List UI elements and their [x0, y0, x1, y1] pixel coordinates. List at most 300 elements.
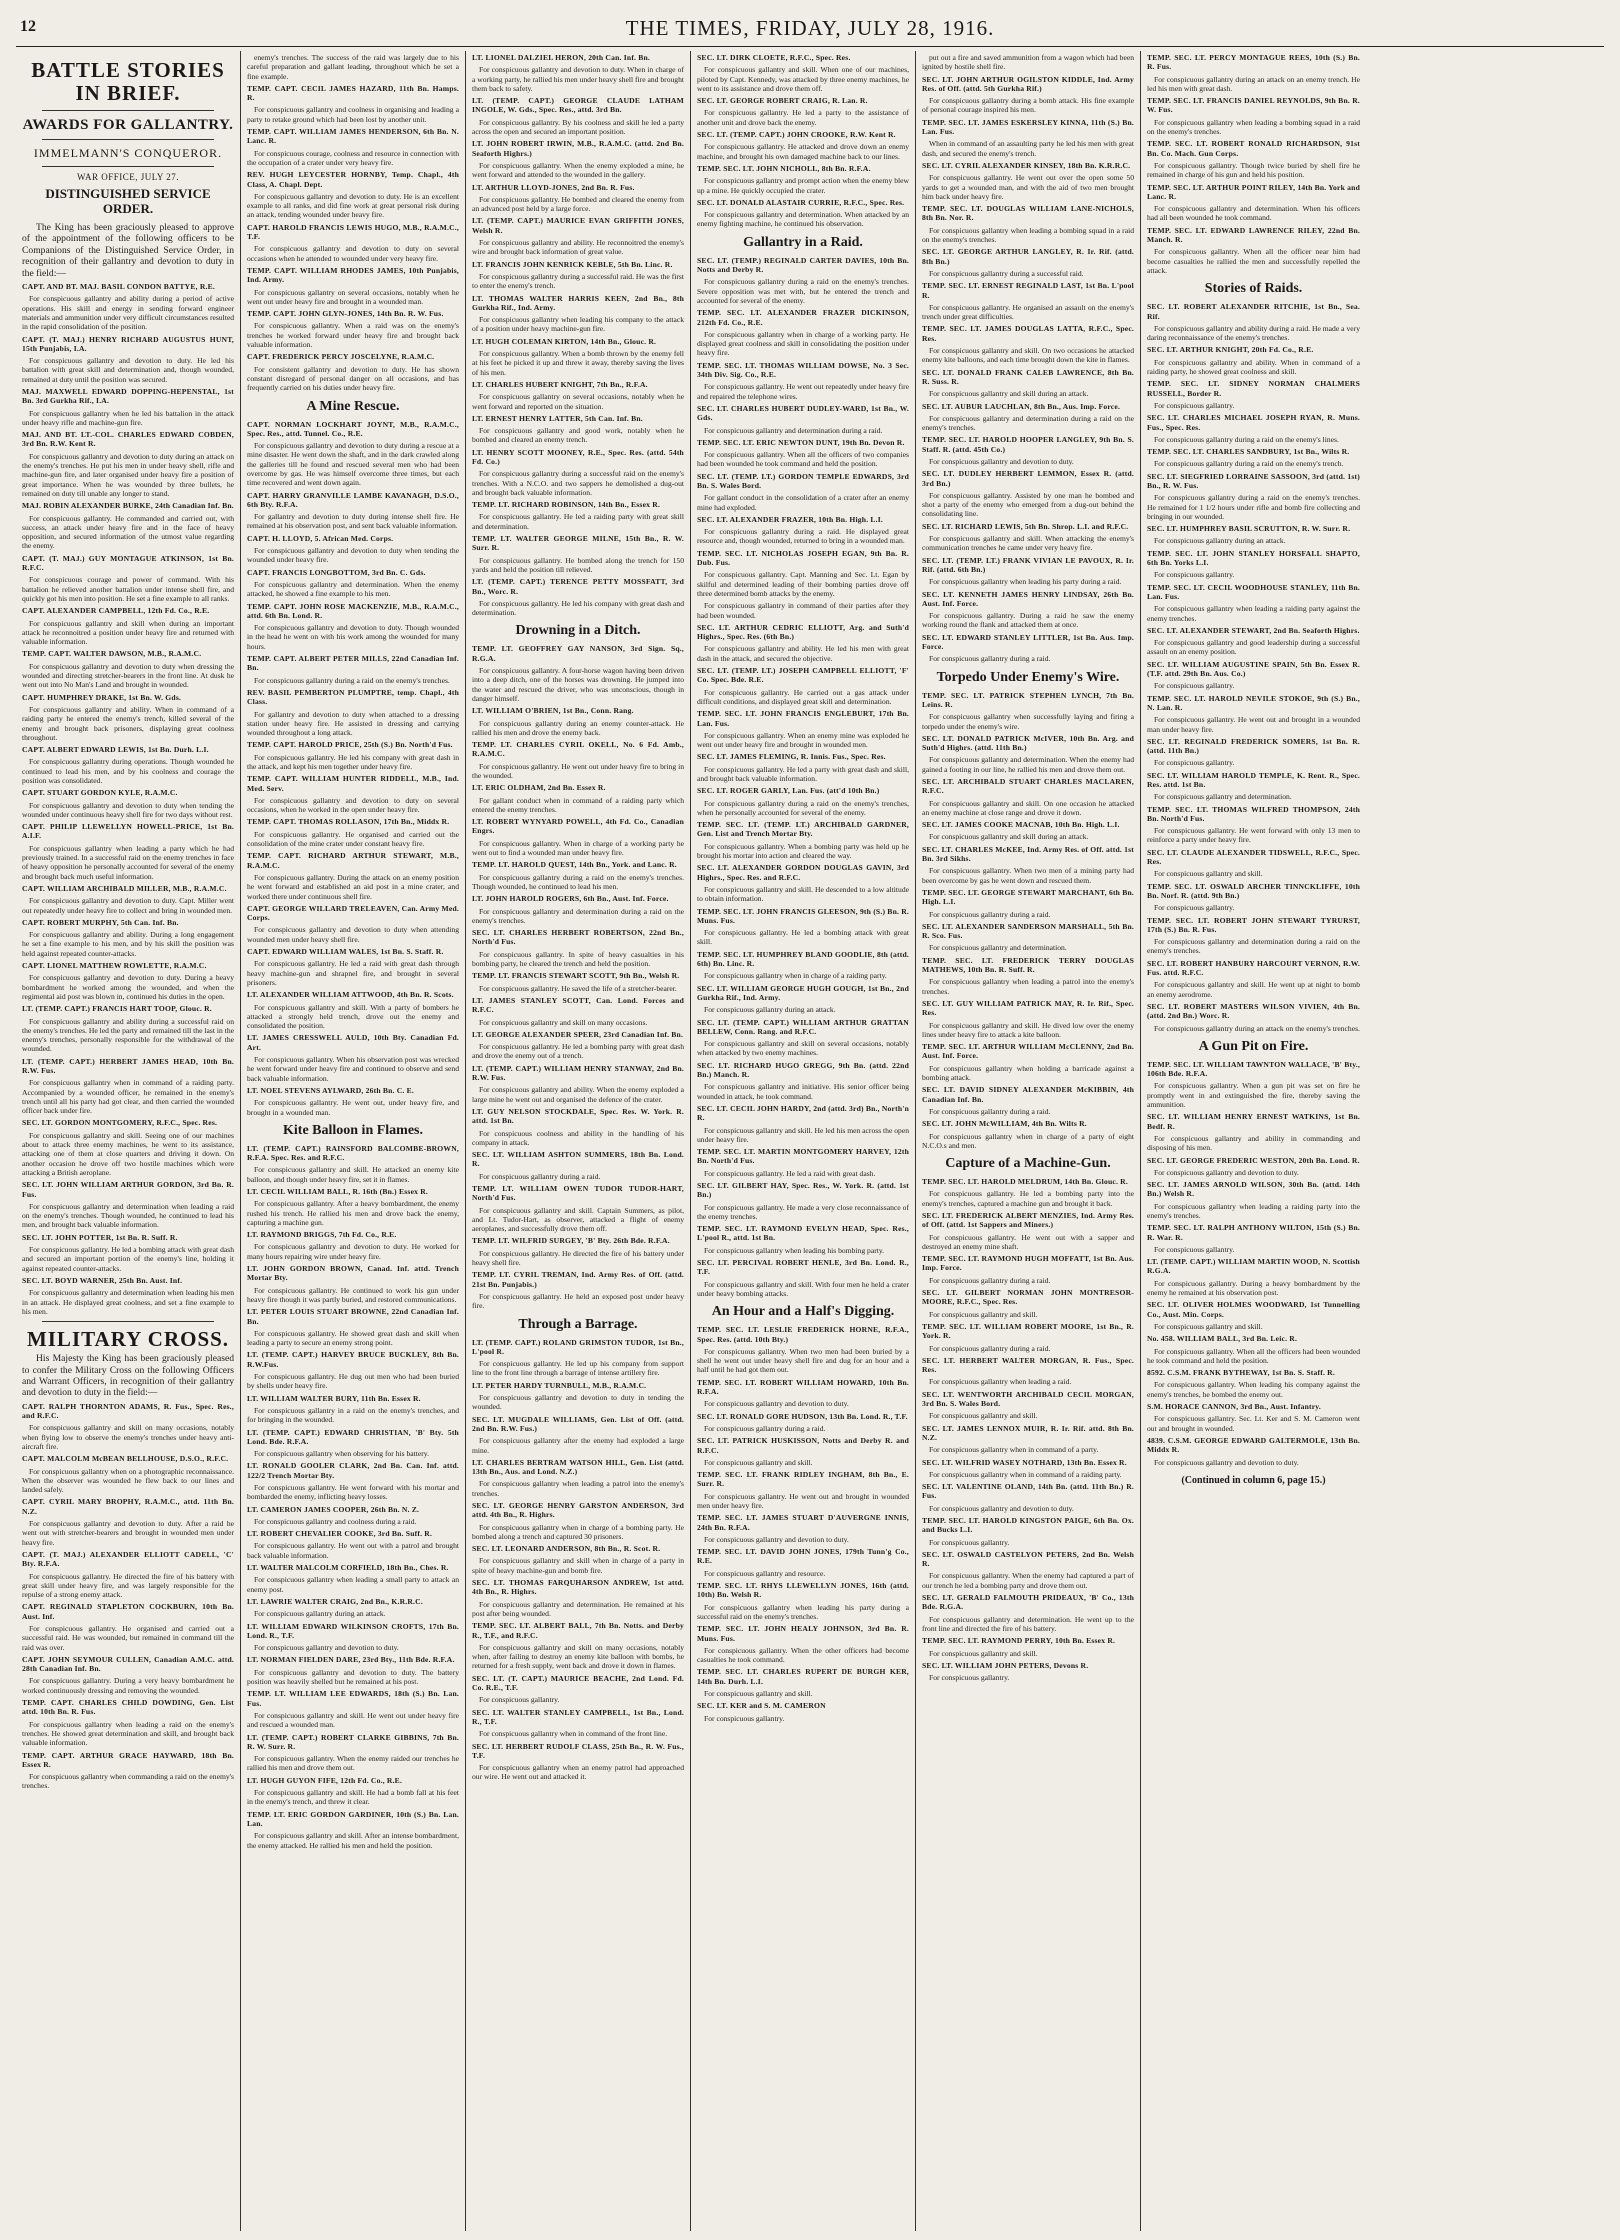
citation-text: For conspicuous gallantry during a raid.: [929, 1343, 1051, 1353]
citation-name: [922, 469, 1134, 488]
citation-name: [247, 1394, 459, 1403]
citation-name-text: TEMP. SEC. LT. ALEXANDER FRAZER DICKINSON, 212th Fd. Co., R.E.: [697, 308, 909, 327]
citation-name-text: TEMP. SEC. LT. ARTHUR POINT RILEY, 14th Bn. York and Lanc. R.: [1147, 182, 1360, 201]
citation-name-text: TEMP. SEC. LT. JAMES STUART D'AUVERGNE INNIS, 24th Bn. R.F.A.: [697, 1513, 909, 1532]
citation-name: [697, 1258, 909, 1277]
citation-name-text: SEC. LT. BOYD WARNER, 25th Bn. Aust. Inf.: [22, 1275, 183, 1285]
citation-text: For conspicuous gallantry when leading a patrol into the enemy's trenches.: [472, 1479, 684, 1498]
column-6: [1141, 51, 1366, 2231]
citation-text: For conspicuous gallantry and resource.: [704, 1568, 826, 1578]
citation-name-text: TEMP. SEC. LT. RALPH ANTHONY WILTON, 15th (S.) Bn. R. War. R.: [1147, 1223, 1360, 1242]
citation-name: [922, 691, 1134, 710]
citation-name-text: SEC. LT. CHARLES HUBERT DUDLEY-WARD, 1st Bn., W. Gds.: [697, 403, 909, 423]
citation-text: For conspicuous gallantry. He led his company with great dash and determination.: [472, 598, 684, 618]
citation-text: For conspicuous gallantry. When the other officers had become casualties he took command.: [697, 1645, 909, 1665]
citation-name-text: LT. ROBERT CHEVALIER COOKE, 3rd Bn. Suff. R.: [247, 1529, 433, 1539]
citation-name: [472, 1381, 684, 1390]
citation-name-text: CAPT. RALPH THORNTON ADAMS, R. Fus., Spec. Res., and R.F.C.: [22, 1401, 234, 1421]
citation-text: For conspicuous gallantry. Sec. Lt. Ker and S. M. Cameron went out and brought in wounded.: [1147, 1414, 1360, 1433]
citation-text: For conspicuous gallantry and ability. When in command of a raiding party he entered the enemy's trench, killed several of the enemy and brought back prisoners, displaying great coolness throughout.: [22, 704, 234, 742]
citation-name: [22, 1655, 234, 1674]
citation-name-text: TEMP. SEC. LT. ROBERT WILLIAM HOWARD, 10th Bn. R.F.A.: [697, 1377, 909, 1397]
citation-name-text: TEMP. SEC. LT. JOHN FRANCIS GLEESON, 9th (S.) Bn. R. Muns. Fus.: [697, 906, 909, 925]
citation-name: [247, 851, 459, 870]
citation-text: For conspicuous gallantry when an enemy patrol had approached our wire. He went out and attacked it.: [472, 1763, 684, 1782]
citation-name-text: TEMP. SEC. LT. HAROLD KINGSTON PAIGE, 6th Bn. Ox. and Bucks L.I.: [922, 1516, 1134, 1535]
citation-text: For conspicuous gallantry and devotion to duty.: [254, 1643, 399, 1653]
citation-name: [922, 845, 1134, 864]
citation-text: For conspicuous gallantry and devotion to duty.: [1154, 1457, 1299, 1467]
citation-name: [22, 745, 234, 754]
citation-text: For conspicuous gallantry.: [1154, 1244, 1235, 1254]
divider: [42, 1321, 214, 1322]
citation-text: For conspicuous gallantry. Though twice buried by shell fire he remained in charge of his gun and held his position.: [1147, 160, 1360, 180]
citation-text: For conspicuous gallantry during a raid.: [929, 909, 1051, 919]
citation-name-text: SEC. LT. (TEMP. CAPT.) JOHN CROOKE, R.W. Kent R.: [697, 130, 896, 140]
citation-text: For conspicuous gallantry. When the enemy had captured a part of our trench he led a bombing party and drove them out.: [922, 1571, 1134, 1590]
citation-name-text: LT. WILLIAM EDWARD WILKINSON CROFTS, 17th Bn. Lond. R., T.F.: [247, 1621, 459, 1640]
citation-text: For conspicuous gallantry.: [1154, 570, 1235, 580]
citation-name: [922, 1288, 1134, 1307]
citation-name-text: LT. CECIL WILLIAM BALL, R. 16th (Bn.) Essex R.: [247, 1186, 429, 1196]
intro-paragraph: The King has been graciously pleased to approve of the appointment of the following officers to be Companions of the Distinguished Service Order, in recognition of their gallantry and devotion to duty in the field:—: [22, 222, 234, 279]
citation-name: [22, 501, 234, 510]
citation-text: For conspicuous gallantry. He led his company with great dash in the attack, and kept his men together under heavy fire.: [247, 752, 459, 771]
citation-name-text: SEC. LT. JOHN POTTER, 1st Bn. R. Suff. R.: [22, 1232, 178, 1242]
citation-name-text: LT. (TEMP. CAPT.) MAURICE EVAN GRIFFITH JONES, Welsh R.: [472, 216, 684, 235]
citation-text: For conspicuous gallantry and skill during an attack.: [929, 389, 1089, 399]
citation-name: [472, 1544, 684, 1553]
citation-name: [472, 1621, 684, 1640]
citation-name-text: TEMP. SEC. LT. EDWARD LAWRENCE RILEY, 22nd Bn. Manch. R.: [1147, 225, 1360, 245]
citation-name: [697, 53, 909, 62]
citation-name: [922, 1593, 1134, 1612]
citation-name-text: LT. GUY NELSON STOCKDALE, Spec. Res. W. York. R. attd. 1st Bn.: [472, 1106, 684, 1126]
citation-text: For conspicuous gallantry when leading a bombing squad in a raid on the enemy's trenches.: [1147, 117, 1360, 137]
citation-name-text: SEC. LT. WILLIAM HAROLD TEMPLE, K. Rent. R., Spec. Res. attd. 1st Bn.: [1147, 770, 1360, 789]
citation-text: For conspicuous gallantry and devotion to duty. He led his battalion with great skill and determination and, though wounded, remained at duty until the position was secured.: [22, 356, 234, 384]
citation-name: [472, 706, 684, 715]
citation-name: [472, 1064, 684, 1083]
citation-name: [922, 1042, 1134, 1061]
citation-text: For conspicuous gallantry and devotion to duty when attending wounded men under heavy shell fire.: [247, 925, 459, 944]
citation-name: [697, 1224, 909, 1243]
citation-name-text: TEMP. SEC. LT. RAYMOND PERRY, 10th Bn. Essex R.: [922, 1636, 1116, 1646]
citation-text: For conspicuous gallantry when leading a patrol into the enemy's trenches.: [922, 977, 1134, 996]
citation-name-text: SEC. LT. (TEMP. LT.) GORDON TEMPLE EDWARDS, 3rd Bn. S. Wales Bord.: [697, 471, 909, 490]
citation-name: [1147, 959, 1360, 978]
citation-name: [22, 1751, 234, 1770]
citation-name-text: SEC. LT. WILFRID WASEY NOTHARD, 13th Bn. Essex R.: [922, 1457, 1127, 1467]
citation-name-text: SEC. LT. THOMAS FARQUHARSON ANDREW, 1st attd. 4th Bn., R. Highrs.: [472, 1578, 684, 1597]
citation-name: [697, 786, 909, 795]
citation-text: For conspicuous gallantry and ability. When the enemy exploded a large mine he went out and organised the defence of the crater.: [472, 1085, 684, 1104]
citation-list: [472, 1338, 684, 1782]
citation-name-text: SEC. LT. JAMES COOKE MACNAB, 10th Bn. High. L.I.: [922, 820, 1120, 830]
citation-name-text: SEC. LT. CYRIL ALEXANDER KINSEY, 18th Bn. K.R.R.C.: [922, 160, 1131, 170]
citation-name: [1147, 916, 1360, 935]
citation-name-text: LT. ALEXANDER WILLIAM ATTWOOD, 4th Bn. R. Scots.: [247, 990, 454, 1000]
section-heading: A Mine Rescue.: [306, 398, 400, 414]
divider: [42, 166, 214, 167]
citation-name: [247, 688, 459, 707]
citation-name-text: CAPT. GEORGE WILLARD TRELEAVEN, Can. Army Med. Corps.: [247, 903, 459, 923]
citation-list: [247, 420, 459, 1117]
citation-text: For conspicuous gallantry. When a bombing party was held up he brought his mortar into action and cleared the way.: [697, 841, 909, 861]
citation-text: For gallant conduct when in command of a raiding party which entered the enemy trenches.: [472, 795, 684, 814]
citation-name-text: REV. BASIL PEMBERTON PLUMPTRE, temp. Chapl., 4th Class.: [247, 687, 459, 707]
citation-name: [697, 96, 909, 105]
intro-paragraph: His Majesty the King has been graciously pleased to confer the Military Cross on the following Officers and Warrant Officers, in recognition of their gallantry and devotion to duty in the field:—: [22, 1353, 234, 1399]
citation-text: For conspicuous gallantry. When his observation post was wrecked he went forward under heavy fire and continued to observe and send back valuable information.: [247, 1055, 459, 1083]
citation-name-text: SEC. LT. GUY WILLIAM PATRICK MAY, R. Ir. Rif., Spec. Res.: [922, 998, 1134, 1018]
citation-text: For conspicuous gallantry. He led a bombing party with great dash and drove the enemy out of a trench.: [472, 1042, 684, 1061]
citation-name: [22, 606, 234, 615]
section-heading: Gallantry in a Raid.: [743, 234, 863, 250]
citation-name-text: SEC. LT. ROBERT HANBURY HARCOURT VERNON, R.W. Fus. attd. R.F.C.: [1147, 958, 1360, 978]
citation-name: [247, 127, 459, 146]
citation-name: [22, 961, 234, 970]
citation-text: For conspicuous gallantry. He led a raid with great dash through heavy machine-gun and shrapnel fire, and brought in several prisoners.: [247, 959, 459, 987]
citation-text: For conspicuous gallantry. He went out with a patrol and brought back valuable information.: [247, 1541, 459, 1560]
citation-text: For conspicuous gallantry. He commanded and carried out, with success, an attack under heavy fire and in the face of heavy opposition, and secured information of the utmost value regarding the enemy.: [22, 513, 234, 551]
citation-name: [922, 1085, 1134, 1104]
citation-text: For conspicuous gallantry and prompt action when the enemy blew up a mine. He quickly occupied the crater.: [697, 176, 909, 195]
citation-text: For conspicuous gallantry and determination. He remained at his post after being wounded.: [472, 1599, 684, 1618]
citation-text: For conspicuous gallantry when in command of a party.: [929, 1445, 1099, 1455]
citation-name: [247, 1689, 459, 1708]
citation-text: For conspicuous gallantry on several occasions, notably when he went forward and reported on the situation.: [472, 392, 684, 411]
citation-text: For conspicuous gallantry. During a raid he saw the enemy working round the flank and attacked them at once.: [922, 611, 1134, 630]
citation-name: [1147, 1368, 1360, 1377]
citation-name: [922, 820, 1134, 829]
citation-name-text: TEMP. SEC. LT. JAMES DOUGLAS LATTA, R.F.C., Spec. Res.: [922, 324, 1134, 343]
citation-name-text: SEC. LT. SIEGFRIED LORRAINE SASSOON, 3rd (attd. 1st) Bn., R. W. Fus.: [1147, 471, 1360, 490]
citation-text: For conspicuous gallantry and devotion to duty when tending the wounded under heavy fire.: [247, 546, 459, 565]
citation-text: For conspicuous gallantry during a raid on the enemy's trench.: [1154, 459, 1344, 469]
citation-name: [247, 1187, 459, 1196]
citation-name: [22, 884, 234, 893]
citation-name-text: SEC. LT. DAVID SIDNEY ALEXANDER McKIBBIN, 4th Canadian Inf. Bn.: [922, 1085, 1134, 1104]
citation-name: [1147, 1002, 1360, 1021]
citation-name-text: LT. (TEMP. CAPT.) TERENCE PETTY MOSSFATT, 3rd Bn., Worc. R.: [472, 577, 684, 596]
citation-text: put out a fire and saved ammunition from a wagon which had been ignited by hostile shell fire.: [922, 53, 1134, 72]
citation-name: [472, 337, 684, 346]
citation-text: For conspicuous gallantry and skill. He dived low over the enemy lines under heavy fire to attack a kite balloon.: [922, 1020, 1134, 1039]
citation-name-text: SEC. LT. CECIL JOHN HARDY, 2nd (attd. 3rd) Bn., North'n R.: [697, 1103, 909, 1123]
citation-name-text: TEMP. SEC. LT. NICHOLAS JOSEPH EGAN, 9th Bn. R. Dub. Fus.: [697, 548, 909, 568]
citation-name: [922, 1119, 1134, 1128]
citation-text: For conspicuous gallantry when in command of a raiding party.: [929, 1469, 1122, 1479]
citation-text: For conspicuous gallantry when leading his party during a raid.: [929, 577, 1122, 587]
citation-text: For conspicuous gallantry during a bomb attack. His fine example of personal courage inspired his men.: [922, 96, 1134, 115]
citation-name-text: SEC. LT. JOHN WILLIAM ARTHUR GORDON, 3rd Bn. R. Fus.: [22, 1180, 234, 1199]
citation-name: [472, 996, 684, 1015]
citation-text: For conspicuous gallantry during a raid.: [929, 1275, 1051, 1285]
citation-name: [922, 161, 1134, 170]
citation-name-text: LT. JOHN GORDON BROWN, Canad. Inf. attd. Trench Mortar Bty.: [247, 1264, 459, 1283]
section-heading: Kite Balloon in Flames.: [283, 1122, 423, 1138]
citation-text: For conspicuous gallantry and determination during a raid.: [704, 425, 883, 435]
citation-name: [247, 1086, 459, 1095]
citation-text: For conspicuous gallantry and skill on several occasions, notably when attacked by two enemy machines.: [697, 1039, 909, 1058]
citation-name: [247, 1033, 459, 1052]
citation-text: For conspicuous gallantry during an enemy counter-attack. He rallied his men and drove the enemy back.: [472, 718, 684, 737]
citation-name: [472, 534, 684, 553]
citation-name-text: SEC. LT. MUGDALE WILLIAMS, Gen. List of Off. (attd. 2nd Bn. R.W. Fus.): [472, 1414, 684, 1433]
citation-name: [697, 404, 909, 423]
citation-text: For conspicuous gallantry and devotion to duty. The battery position was heavily shelled but he remained at his post.: [247, 1667, 459, 1687]
column-4: [691, 51, 916, 2231]
citation-name-text: LT. (TEMP. CAPT.) EDWARD CHRISTIAN, 'B' Bty. 5th Lond. Bde. R.F.A.: [247, 1427, 459, 1446]
citation-text: For conspicuous gallantry.: [929, 1537, 1010, 1547]
citation-text: For conspicuous gallantry during a raid on the enemy's trenches. He remained for 1 1/2 hours under rifle and bomb fire collecting and bringing in our wounded.: [1147, 493, 1360, 521]
citation-text: For conspicuous gallantry and determination during a raid on the enemy's trenches.: [472, 906, 684, 925]
citation-name: [922, 556, 1134, 575]
citation-name-text: SEC. LT. ARTHUR CEDRIC ELLIOTT, Arg. and Suth'd Highrs., Spec. Res. (6th Bn.): [697, 622, 909, 642]
columns: [16, 51, 1604, 2231]
citation-name-text: LT. WILLIAM WALTER BURY, 11th Bn. Essex R.: [247, 1393, 421, 1403]
citation-text: For conspicuous gallantry and skill.: [704, 1457, 813, 1467]
citation-text: For conspicuous gallantry and devotion to duty. Capt. Miller went out repeatedly under heavy fire to collect and bring in wounded men.: [22, 896, 234, 915]
citation-text: For conspicuous gallantry during a raid on the enemy's trenches. Severe opposition was met with, but he entered the trench and accounted for several of the enemy.: [697, 277, 909, 305]
citation-name-text: SEC. LT. ARCHIBALD STUART CHARLES MACLAREN, R.F.C.: [922, 777, 1134, 796]
citation-text: For conspicuous gallantry and determination. When the enemy had gained a footing in our line, he rallied his men and drove them out.: [922, 755, 1134, 774]
citation-name-text: TEMP. SEC. LT. ROBERT RONALD RICHARDSON, 91st Bn. Co. Mach. Gun Corps.: [1147, 139, 1360, 158]
citation-name: [922, 522, 1134, 531]
citation-name: [22, 693, 234, 702]
citation-name-text: CAPT. ALEXANDER CAMPBELL, 12th Fd. Co., R.E.: [22, 606, 210, 616]
citation-name: [472, 1030, 684, 1039]
citation-name: [922, 1211, 1134, 1230]
citation-text: For conspicuous gallantry. When the enemy raided our trenches he rallied his men and drove them out.: [247, 1754, 459, 1773]
citation-name-text: TEMP. CAPT. JOHN GLYN-JONES, 14th Bn. R. W. Fus.: [247, 309, 444, 319]
citation-text: For conspicuous gallantry and devotion to duty during an attack on the enemy's trenches. He put his men in under heavy shell, rifle and machine-gun fire, and later organised under heavy fire a position of great importance. When he was wounded by three bullets, he remained on duty till unable any longer to stand.: [22, 451, 234, 498]
citation-text: For conspicuous gallantry.: [929, 1673, 1010, 1683]
citation-list: [472, 53, 684, 617]
citation-name: [697, 907, 909, 926]
citation-name-text: LT. HUGH GUYON FIFE, 12th Fd. Co., R.E.: [247, 1775, 403, 1785]
citation-name: [472, 644, 684, 663]
citation-name-text: SEC. LT. GEORGE FREDERIC WESTON, 20th Bn. Lond. R.: [1147, 1155, 1360, 1165]
citation-text: For conspicuous gallantry when in charge of a raiding party.: [704, 971, 887, 981]
citation-name-text: TEMP. LT. ERIC GORDON GARDINER, 10th (S.) Bn. Lan. Lan.: [247, 1809, 459, 1828]
citation-name: [922, 922, 1134, 941]
citation-name-text: LT. CHARLES BERTRAM WATSON HILL, Gen. List (attd. 13th Bn., Aus. and Lond. N.Z.): [472, 1457, 684, 1477]
citation-name-text: TEMP. CAPT. WALTER DAWSON, M.B., R.A.M.C.: [22, 649, 202, 659]
citation-text: For conspicuous gallantry. He led a party with great dash and skill, and brought back valuable information.: [697, 764, 909, 783]
citation-name: [247, 1307, 459, 1326]
citation-text: For conspicuous gallantry and ability during a successful raid on the enemy's trenches. He led the party and remained till the last in the enemy's trenches, personally responsible for the withdrawal of the wounded.: [22, 1016, 234, 1054]
citation-name-text: SEC. LT. WILLIAM AUGUSTINE SPAIN, 5th Bn. Essex R. (T.F. attd. 29th Bn. Aus. Co.): [1147, 659, 1360, 679]
citation-text: For conspicuous gallantry and devotion to duty during a rescue at a mine disaster. He went down the shaft, and in the dark crawled along the galleries till he found and rescued several men who had been overcome by gas. He was himself overcome three times, but each time recovered and went down again.: [247, 441, 459, 488]
citation-text: For conspicuous gallantry and devotion to duty.: [1154, 1167, 1299, 1177]
citation-name-text: CAPT. ALBERT EDWARD LEWIS, 1st Bn. Durh. L.I.: [22, 745, 209, 755]
citation-text: For conspicuous gallantry. During a very heavy bombardment he worked continuously dressing and removing the wounded.: [22, 1676, 234, 1695]
citation-text: For conspicuous gallantry and skill.: [929, 1648, 1038, 1658]
citation-name-text: CAPT. FRANCIS LONGBOTTOM, 3rd Bn. C. Gds.: [247, 567, 426, 577]
column-1: [16, 51, 241, 2231]
citation-name: [922, 1458, 1134, 1467]
citation-name: [922, 1550, 1134, 1569]
citation-name-text: TEMP. LT. RICHARD ROBINSON, 14th Bn., Essex R.: [472, 500, 661, 510]
citation-text: For conspicuous gallantry and skill on many occasions, notably when, after failing to destroy an enemy kite balloon with bombs, he returned for a fresh supply, went back and drove it down in flames.: [472, 1642, 684, 1671]
citation-list: [247, 1144, 459, 1850]
citation-name: [472, 260, 684, 269]
citation-text: For conspicuous gallantry when successfully laying and firing a torpedo under the enemy's wire.: [922, 712, 1134, 731]
citation-text: For conspicuous gallantry when leading his company to the attack of a position under heavy machine-gun fire.: [472, 315, 684, 334]
citation-name-text: CAPT. WILLIAM ARCHIBALD MILLER, M.B., R.A.M.C.: [22, 883, 227, 893]
citation-name-text: LT. ROBERT WYNYARD POWELL, 4th Fd. Co., Canadian Engrs.: [472, 817, 684, 836]
citation-name-text: TEMP. SEC. LT. FRANK RIDLEY INGHAM, 8th Bn., E. Surr. R.: [697, 1470, 909, 1489]
citation-name-text: TEMP. SEC. LT. GEORGE STEWART MARCHANT, 6th Bn. High. L.I.: [922, 887, 1134, 907]
citation-text: For conspicuous gallantry and determination during a raid on the enemy's trenches.: [922, 413, 1134, 433]
citation-name: [1147, 183, 1360, 202]
citation-text: For conspicuous gallantry. When all the officer near him had become casualties he rallied the men and successfully repelled the attack.: [1147, 247, 1360, 275]
citation-name-text: LT. PETER HARDY TURNBULL, M.B., R.A.M.C.: [472, 1380, 647, 1390]
citation-name: [697, 950, 909, 969]
citation-name-text: CAPT. (T. MAJ.) GUY MONTAGUE ATKINSON, 1st Bn. R.F.C.: [22, 553, 234, 573]
citation-name-text: CAPT. HARRY GRANVILLE LAMBE KAVANAGH, D.S.O., 6th Bty. R.F.A.: [247, 490, 459, 509]
citation-text: For conspicuous gallantry and devotion to duty.: [929, 456, 1074, 466]
citation-name: [922, 633, 1134, 652]
citation-name-text: CAPT. HAROLD FRANCIS LEWIS HUGO, M.B., R.A.M.C., T.F.: [247, 222, 459, 242]
citation-name: [472, 1742, 684, 1761]
citation-name: [697, 623, 909, 642]
citation-text: For conspicuous gallantry in command of their parties after they had been wounded.: [697, 601, 909, 620]
citation-name-text: TEMP. LT. WILFRID SURGEY, 'B' Bty. 26th Bde. R.F.A.: [472, 1236, 670, 1246]
citation-text: For conspicuous gallantry during a raid.: [479, 1171, 601, 1181]
citation-text: For conspicuous gallantry.: [1154, 758, 1235, 768]
citation-name: [697, 198, 909, 207]
citation-name-text: SEC. LT. (TEMP. LT.) FRANK VIVIAN LE PAVOUX, R. Ir. Rif. (attd. 6th Bn.): [922, 555, 1134, 574]
citation-text: For conspicuous gallantry and ability. He reconnoitred the enemy's wire and brought back information of great value.: [472, 238, 684, 257]
citation-text: For conspicuous gallantry and skill.: [704, 1689, 813, 1699]
citation-name-text: LT. CAMERON JAMES COOPER, 26th Bn. N. Z.: [247, 1504, 420, 1514]
citation-name: [1147, 1060, 1360, 1079]
citation-text: For conspicuous gallantry and determination.: [1154, 792, 1292, 802]
citation-name-text: SEC. LT. JAMES ARNOLD WILSON, 30th Bn. (attd. 14th Bn.) Welsh R.: [1147, 1180, 1360, 1199]
citation-text: For conspicuous gallantry. He led a raiding party with great skill and determination.: [472, 512, 684, 531]
citation-name: [922, 734, 1134, 753]
citation-text: For conspicuous gallantry during a raid.: [929, 1106, 1051, 1116]
citation-text: For conspicuous gallantry when he led his battalion in the attack under heavy rifle and machine-gun fire.: [22, 408, 234, 427]
citation-name-text: LT. LAWRIE WALTER CRAIG, 2nd Bn., K.R.R.C.: [247, 1596, 423, 1606]
citation-name: [472, 577, 684, 596]
citation-name: [472, 294, 684, 313]
citation-text: For conspicuous gallantry during a successful raid. He was the first to enter the enemy's trench.: [472, 271, 684, 291]
citation-text: For conspicuous gallantry during an attack.: [254, 1609, 386, 1619]
citation-text: For conspicuous gallantry and skill. He went up at night to bomb an enemy aerodrome.: [1147, 980, 1360, 999]
citation-name: [472, 1150, 684, 1169]
citation-name-text: SEC. LT. WILLIAM GEORGE HUGH GOUGH, 1st Bn., 2nd Gurkha Rif., Ind. Army.: [697, 983, 909, 1002]
citation-name-text: LT. HENRY SCOTT MOONEY, R.E., Spec. Res. (attd. 54th Fd. Co.): [472, 447, 684, 466]
citation-text: For conspicuous gallantry. He went forward with only 13 men to reinforce a party under heavy fire.: [1147, 826, 1360, 845]
citation-name-text: TEMP. CAPT. HAROLD PRICE, 25th (S.) Bn. North'd Fus.: [247, 740, 453, 750]
citation-name: [22, 387, 234, 406]
citation-text: For conspicuous gallantry and devotion to duty when dressing the wounded and directing stretcher-bearers in the front line. At dusk he went out into No Man's Land and brought in wounded.: [22, 661, 234, 690]
citation-name: [1147, 1334, 1360, 1343]
citation-text: For conspicuous gallantry. He went out and brought in a wounded man under heavy fire.: [1147, 715, 1360, 734]
citation-name-text: TEMP. CAPT. WILLIAM RHODES JAMES, 10th Punjabis, Ind. Army.: [247, 265, 459, 285]
citation-name-text: TEMP. SEC. LT. FREDERICK TERRY DOUGLAS MATHEWS, 10th Bn. R. Suff. R.: [922, 955, 1134, 975]
citation-name: [697, 1325, 909, 1344]
order-heading: DISTINGUISHED SERVICE ORDER.: [45, 186, 211, 216]
citation-name-text: SEC. LT. WILLIAM HENRY ERNEST WATKINS, 1st Bn. Bedf. R.: [1147, 1112, 1360, 1131]
citation-name-text: LT. RONALD GOOLER CLARK, 2nd Bn. Can. Inf. attd. 122/2 Trench Mortar Bty.: [247, 1461, 459, 1480]
citation-name-text: CAPT. NORMAN LOCKHART JOYNT, M.B., R.A.M.C., Spec. Res., attd. Tunnel. Co., R.E.: [247, 419, 459, 438]
citation-text: For conspicuous gallantry when leading a small party to attack an enemy post.: [247, 1575, 459, 1594]
citation-text: For conspicuous gallantry. He bombed and cleared the enemy from an advanced post held by a large force.: [472, 194, 684, 214]
citation-name: [922, 1356, 1134, 1375]
citation-name-text: LT. JAMES STANLEY SCOTT, Can. Lond. Forces and R.F.C.: [472, 995, 684, 1015]
citation-text: For conspicuous gallantry.: [479, 1695, 560, 1705]
citation-name: [922, 118, 1134, 137]
citation-name: [472, 448, 684, 467]
citation-text: For conspicuous gallantry and devotion to duty.: [704, 1534, 849, 1544]
citation-text: For conspicuous gallantry and determination. When the enemy attacked, he showed a fine example to his men.: [247, 579, 459, 599]
citation-text: For conspicuous gallantry. He organised and carried out a successful raid. He was wounded, but remained in command till the raid was over.: [22, 1623, 234, 1652]
citation-name-text: LT. (TEMP. CAPT.) ROBERT CLARKE GIBBINS, 7th Bn. R. W. Surr. R.: [247, 1732, 459, 1751]
citation-text: For conspicuous gallantry. He showed great dash and skill when leading a party to secure an enemy strong point.: [247, 1328, 459, 1348]
citation-name: [697, 1412, 909, 1421]
page-number: 12: [20, 18, 36, 35]
citation-name-text: SEC. LT. OLIVER HOLMES WOODWARD, 1st Tunnelling Co., Aust. Min. Corps.: [1147, 1300, 1360, 1319]
citation-name-text: TEMP. CAPT. WILLIAM HUNTER RIDDELL, M.B., Ind. Med. Serv.: [247, 774, 459, 793]
citation-name: [247, 1733, 459, 1752]
citation-name-text: TEMP. CAPT. CHARLES CHILD DOWDING, Gen. List attd. 10th Bn. R. Fus.: [22, 1698, 234, 1717]
citation-name-text: LT. LIONEL DALZIEL HERON, 20th Can. Inf. Bn.: [472, 53, 651, 62]
citation-name: [697, 1701, 909, 1710]
citation-text: For conspicuous gallantry and devotion to duty. He worked for many hours repairing wire under heavy fire.: [247, 1242, 459, 1261]
citation-name: [472, 1578, 684, 1597]
citation-text: For conspicuous gallantry. He led a party to the assistance of another unit and drove back the enemy.: [697, 108, 909, 127]
citation-text: For gallantry and devotion to duty during intense shell fire. He remained at his observation post, and sent back valuable information.: [247, 512, 459, 531]
citation-name-text: CAPT. REGINALD STAPLETON COCKBURN, 10th Bn. Aust. Inf.: [22, 1602, 234, 1621]
citation-name: [22, 1602, 234, 1621]
citation-name: [247, 602, 459, 621]
citation-name: [472, 1270, 684, 1289]
citation-name-text: TEMP. CAPT. CECIL JAMES HAZARD, 11th Bn. Hamps. R.: [247, 83, 459, 103]
citation-name: [697, 1436, 909, 1455]
citation-name: [922, 368, 1134, 387]
citation-name-text: SEC. LT. DIRK CLOETE, R.F.C., Spec. Res.: [697, 53, 851, 62]
citation-text: For conspicuous gallantry. In spite of heavy casualties in his bombing party, he cleared the trench and held the position.: [472, 949, 684, 969]
citation-name-text: LT. (TEMP. CAPT.) HARVEY BRUCE BUCKLEY, 8th Bn. R.W.Fus.: [247, 1350, 459, 1369]
citation-name: [247, 1563, 459, 1572]
citation-name: [697, 820, 909, 839]
citation-name-text: SEC. LT. DONALD ALASTAIR CURRIE, R.F.C., Spec. Res.: [697, 197, 905, 207]
citation-name: [247, 774, 459, 793]
citation-name: [697, 361, 909, 380]
citation-name: [922, 1482, 1134, 1501]
column-3: [466, 51, 691, 2231]
citation-name-text: MAJ. MAXWELL EDWARD DOPPING-HEPENSTAL, 1st Bn. 3rd Gurkha Rif., I.A.: [22, 387, 234, 406]
citation-name: [22, 282, 234, 291]
citation-name: [22, 822, 234, 841]
citation-name-text: SEC. LT. ALEXANDER STEWART, 2nd Bn. Seaforth Highrs.: [1147, 625, 1360, 635]
citation-name: [22, 1276, 234, 1285]
citation-name-text: SEC. LT. GEORGE HENRY GARSTON ANDERSON, 3rd attd. 4th Bn., R. Highrs.: [472, 1501, 684, 1520]
citation-name-text: TEMP. SEC. LT. ALBERT BALL, 7th Bn. Notts. and Derby R., T.F., and R.F.C.: [472, 1621, 684, 1640]
citation-text: For conspicuous gallantry. He went forward with his mortar and bombarded the enemy, inflicting heavy losses.: [247, 1483, 459, 1502]
citation-name: [247, 1505, 459, 1514]
citation-list: [922, 1177, 1134, 1682]
citation-name-text: TEMP. LT. WILLIAM LEE EDWARDS, 18th (S.) Bn. Lan. Fus.: [247, 1689, 459, 1708]
citation-name: [922, 956, 1134, 975]
citation-name-text: TEMP. CAPT. JOHN ROSE MACKENZIE, M.B., R.A.M.C., attd. 6th Bn. Lond. R.: [247, 601, 459, 620]
citation-name-text: LT. WILLIAM O'BRIEN, 1st Bn., Conn. Rang.: [472, 706, 634, 716]
